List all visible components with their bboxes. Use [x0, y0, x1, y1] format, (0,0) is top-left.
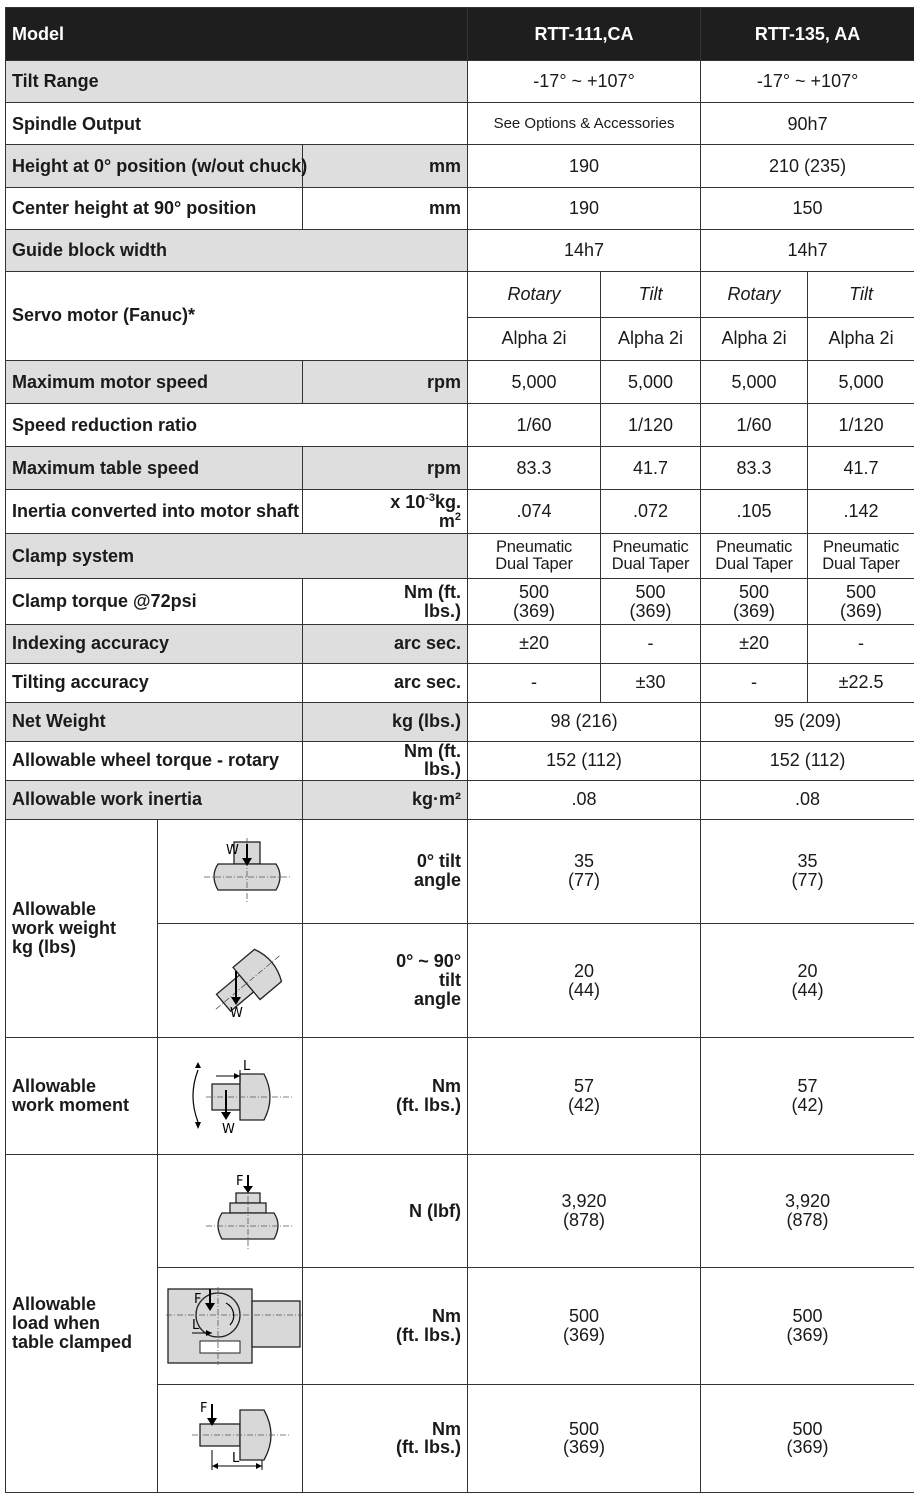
row-reduction-ratio	[6, 404, 914, 447]
value: 41.7	[808, 447, 914, 490]
value-line: (369)	[513, 600, 556, 621]
figure-cell	[158, 1267, 303, 1384]
value	[468, 534, 601, 579]
row-label: Spindle Output	[6, 103, 468, 145]
value	[701, 1267, 914, 1384]
group-label-line: Allowable	[12, 1076, 97, 1097]
load-axial-diagram	[196, 1171, 296, 1251]
value	[468, 819, 701, 924]
row-unit: arc sec.	[303, 624, 468, 663]
unit: N (lbf)	[303, 1155, 468, 1268]
model-col2: RTT-135, AA	[701, 8, 914, 61]
row-motor-speed	[6, 360, 914, 403]
value-line: 500	[739, 581, 770, 602]
work-moment-diagram	[186, 1056, 296, 1136]
figure-label-l: L	[192, 1317, 200, 1333]
value: 150	[701, 187, 914, 229]
unit	[303, 1038, 468, 1155]
row-unit: mm	[303, 145, 468, 187]
value-line: (369)	[629, 600, 672, 621]
model-col1: RTT-111,CA	[468, 8, 701, 61]
group-label-line: table clamped	[12, 1332, 133, 1352]
value: ±20	[468, 624, 601, 663]
value: 41.7	[601, 447, 701, 490]
value-line: (77)	[568, 870, 601, 891]
value: 1/60	[468, 404, 601, 447]
value: 1/120	[601, 404, 701, 447]
value-line: 35	[797, 851, 818, 872]
value: 210 (235)	[701, 145, 914, 187]
value-line: 20	[797, 960, 818, 981]
row-height-0	[6, 145, 914, 187]
value: -	[468, 663, 601, 702]
value	[701, 579, 808, 624]
value-line: (369)	[786, 1437, 829, 1458]
value-line: (878)	[786, 1210, 829, 1231]
row-unit	[303, 741, 468, 780]
value: 83.3	[701, 447, 808, 490]
value-line: 57	[574, 1076, 595, 1097]
value: -17° ~ +107°	[468, 61, 701, 103]
figure-cell	[158, 924, 303, 1038]
row-spindle-output	[6, 103, 914, 145]
value	[701, 1155, 914, 1268]
row-unit: kg (lbs.)	[303, 702, 468, 741]
row-label: Servo motor (Fanuc)*	[6, 271, 468, 360]
value: -	[701, 663, 808, 702]
row-label: Allowable work inertia	[6, 780, 303, 819]
value: Alpha 2i	[701, 317, 808, 360]
condition	[303, 819, 468, 924]
value	[701, 534, 808, 579]
figure-cell	[158, 1038, 303, 1155]
value: -	[601, 624, 701, 663]
load-moment-diagram	[186, 1398, 296, 1478]
row-guide-block	[6, 229, 914, 271]
row-label: Height at 0° position (w/out chuck)	[6, 145, 303, 187]
value: ±22.5	[808, 663, 914, 702]
value	[468, 1038, 701, 1155]
row-label: Tilting accuracy	[6, 663, 303, 702]
row-net-weight	[6, 702, 914, 741]
row-label: Tilt Range	[6, 61, 468, 103]
value: ±20	[701, 624, 808, 663]
row-wheel-torque	[6, 741, 914, 780]
row-tilt-range	[6, 61, 914, 103]
value: .142	[808, 490, 914, 534]
value-line: (878)	[563, 1210, 606, 1231]
value-line: Dual Taper	[611, 555, 690, 574]
value-line: Pneumatic	[715, 538, 793, 557]
row-unit	[303, 579, 468, 624]
group-label-line: kg (lbs)	[12, 936, 77, 957]
value	[468, 1384, 701, 1492]
row-unit: mm	[303, 187, 468, 229]
value-line: 3,920	[561, 1191, 607, 1212]
group-label-line: load when	[12, 1313, 101, 1334]
unit-part: lbs.)	[424, 600, 462, 621]
row-label: Inertia converted into motor shaft	[6, 490, 303, 534]
value-line: Dual Taper	[715, 555, 793, 574]
figure-cell	[158, 819, 303, 924]
value-line: 57	[797, 1076, 818, 1097]
figure-cell	[158, 1384, 303, 1492]
unit-line: Nm	[432, 1076, 462, 1097]
value: .074	[468, 490, 601, 534]
figure-label-w: W	[226, 843, 239, 859]
row-servo-header	[6, 271, 914, 317]
value: Alpha 2i	[601, 317, 701, 360]
subheader-rotary: Rotary	[701, 271, 808, 317]
value	[468, 924, 701, 1038]
value: Alpha 2i	[468, 317, 601, 360]
value	[808, 534, 914, 579]
row-label: Indexing accuracy	[6, 624, 303, 663]
row-indexing-accuracy	[6, 624, 914, 663]
figure-label-w: W	[230, 1005, 243, 1021]
unit	[303, 1384, 468, 1492]
value	[468, 1155, 701, 1268]
value	[701, 1038, 914, 1155]
value-line: 3,920	[785, 1191, 831, 1212]
figure-cell	[158, 1155, 303, 1268]
value-line: (369)	[563, 1437, 606, 1458]
value: 5,000	[808, 360, 914, 403]
figure-label-f: F	[236, 1174, 244, 1190]
unit-exponent: -3	[425, 491, 436, 504]
row-unit: rpm	[303, 360, 468, 403]
unit-line: (ft. lbs.)	[396, 1437, 462, 1458]
unit-part: kg.	[435, 491, 462, 512]
value	[701, 819, 914, 924]
condition-line: 0° tilt	[416, 851, 462, 872]
value	[601, 534, 701, 579]
figure-label-f: F	[200, 1401, 208, 1417]
value-line: Pneumatic	[822, 538, 900, 557]
group-label-work-moment	[6, 1038, 158, 1155]
value-line: 35	[574, 851, 595, 872]
unit-square: 2	[454, 510, 462, 523]
row-clamp-torque	[6, 579, 914, 624]
value: 14h7	[468, 229, 701, 271]
value: 1/120	[808, 404, 914, 447]
value	[701, 1384, 914, 1492]
unit-line: (ft. lbs.)	[396, 1095, 462, 1116]
group-label-load-clamped	[6, 1155, 158, 1493]
group-label-line: Allowable	[12, 899, 97, 919]
value-line: Dual Taper	[822, 555, 900, 574]
unit-part: lbs.)	[424, 758, 462, 779]
value-line: (77)	[791, 870, 824, 891]
row-label: Maximum table speed	[6, 447, 303, 490]
value: 5,000	[701, 360, 808, 403]
value: 1/60	[701, 404, 808, 447]
row-label: Allowable wheel torque - rotary	[6, 741, 303, 780]
row-center-height	[6, 187, 914, 229]
load-side-diagram	[164, 1283, 304, 1369]
row-work-inertia	[6, 780, 914, 819]
unit-part: Nm (ft.	[404, 741, 462, 762]
value: -17° ~ +107°	[701, 61, 914, 103]
value: Alpha 2i	[808, 317, 914, 360]
value-line: 500	[635, 581, 666, 602]
value-line: 500	[569, 1306, 600, 1327]
value-line: 20	[574, 960, 595, 981]
figure-label-l: L	[232, 1451, 240, 1467]
subheader-tilt: Tilt	[601, 271, 701, 317]
value-line: (369)	[786, 1324, 829, 1345]
row-label: Center height at 90° position	[6, 187, 303, 229]
value: 152 (112)	[468, 741, 701, 780]
row-label: Guide block width	[6, 229, 468, 271]
condition-line: tilt	[439, 970, 462, 991]
row-label: Clamp system	[6, 534, 468, 579]
value	[468, 579, 601, 624]
value	[468, 1267, 701, 1384]
row-load-clamped-1	[6, 1155, 914, 1268]
condition-line: angle	[414, 989, 462, 1010]
figure-label-f: F	[194, 1291, 202, 1307]
group-label-line: work weight	[12, 917, 117, 938]
value: 5,000	[601, 360, 701, 403]
value-line: (42)	[791, 1095, 824, 1116]
value-line: 500	[846, 581, 877, 602]
row-label: Clamp torque @72psi	[6, 579, 303, 624]
subheader-tilt: Tilt	[808, 271, 914, 317]
unit-line: Nm	[432, 1418, 462, 1439]
row-unit: rpm	[303, 447, 468, 490]
value: 5,000	[468, 360, 601, 403]
value-line: (44)	[791, 979, 824, 1000]
group-label-work-weight	[6, 819, 158, 1038]
value: .105	[701, 490, 808, 534]
value-line: 500	[792, 1418, 823, 1439]
model-label: Model	[6, 8, 468, 61]
value: 190	[468, 187, 701, 229]
unit	[303, 1267, 468, 1384]
figure-label-w: W	[222, 1122, 235, 1137]
figure-label-l: L	[243, 1059, 251, 1075]
row-work-moment	[6, 1038, 914, 1155]
value-line: 500	[792, 1306, 823, 1327]
unit-part: m	[438, 510, 455, 531]
row-work-weight-0	[6, 819, 914, 924]
row-unit: arc sec.	[303, 663, 468, 702]
spec-table	[5, 7, 914, 1493]
row-label: Speed reduction ratio	[6, 404, 468, 447]
value: 95 (209)	[701, 702, 914, 741]
value-line: (369)	[563, 1324, 606, 1345]
value: .072	[601, 490, 701, 534]
unit-part: x 10	[390, 491, 426, 512]
row-clamp-system	[6, 534, 914, 579]
condition-line: 0° ~ 90°	[396, 951, 462, 972]
value-line: Pneumatic	[495, 538, 573, 557]
value	[601, 579, 701, 624]
header-row	[6, 8, 914, 61]
subheader-rotary: Rotary	[468, 271, 601, 317]
value: 83.3	[468, 447, 601, 490]
value-line: (42)	[568, 1095, 601, 1116]
row-unit: kg·m²	[303, 780, 468, 819]
value: 190	[468, 145, 701, 187]
value	[701, 924, 914, 1038]
value: See Options & Accessories	[468, 103, 701, 145]
work-weight-0-tilt-diagram	[196, 836, 296, 906]
unit-part: Nm (ft.	[404, 581, 462, 602]
group-label-line: Allowable	[12, 1294, 97, 1315]
value-line: Dual Taper	[495, 555, 573, 574]
group-label-line: work moment	[12, 1095, 130, 1116]
row-table-speed	[6, 447, 914, 490]
value-line: 500	[569, 1418, 600, 1439]
unit-line: Nm	[432, 1306, 462, 1327]
row-label: Net Weight	[6, 702, 303, 741]
value: .08	[468, 780, 701, 819]
value: 98 (216)	[468, 702, 701, 741]
row-unit	[303, 490, 468, 534]
value: 152 (112)	[701, 741, 914, 780]
row-inertia	[6, 490, 914, 534]
value-line: (369)	[733, 600, 776, 621]
value: ±30	[601, 663, 701, 702]
value: 90h7	[701, 103, 914, 145]
value-line: Pneumatic	[612, 538, 689, 557]
value-line: (369)	[840, 600, 883, 621]
value: .08	[701, 780, 914, 819]
value-line: 500	[519, 581, 550, 602]
row-tilting-accuracy	[6, 663, 914, 702]
value: 14h7	[701, 229, 914, 271]
condition-line: angle	[414, 870, 462, 891]
value-line: (44)	[568, 979, 601, 1000]
value: -	[808, 624, 914, 663]
value	[808, 579, 914, 624]
work-weight-tilted-diagram	[196, 941, 296, 1021]
condition	[303, 924, 468, 1038]
row-label: Maximum motor speed	[6, 360, 303, 403]
unit-line: (ft. lbs.)	[396, 1324, 462, 1345]
